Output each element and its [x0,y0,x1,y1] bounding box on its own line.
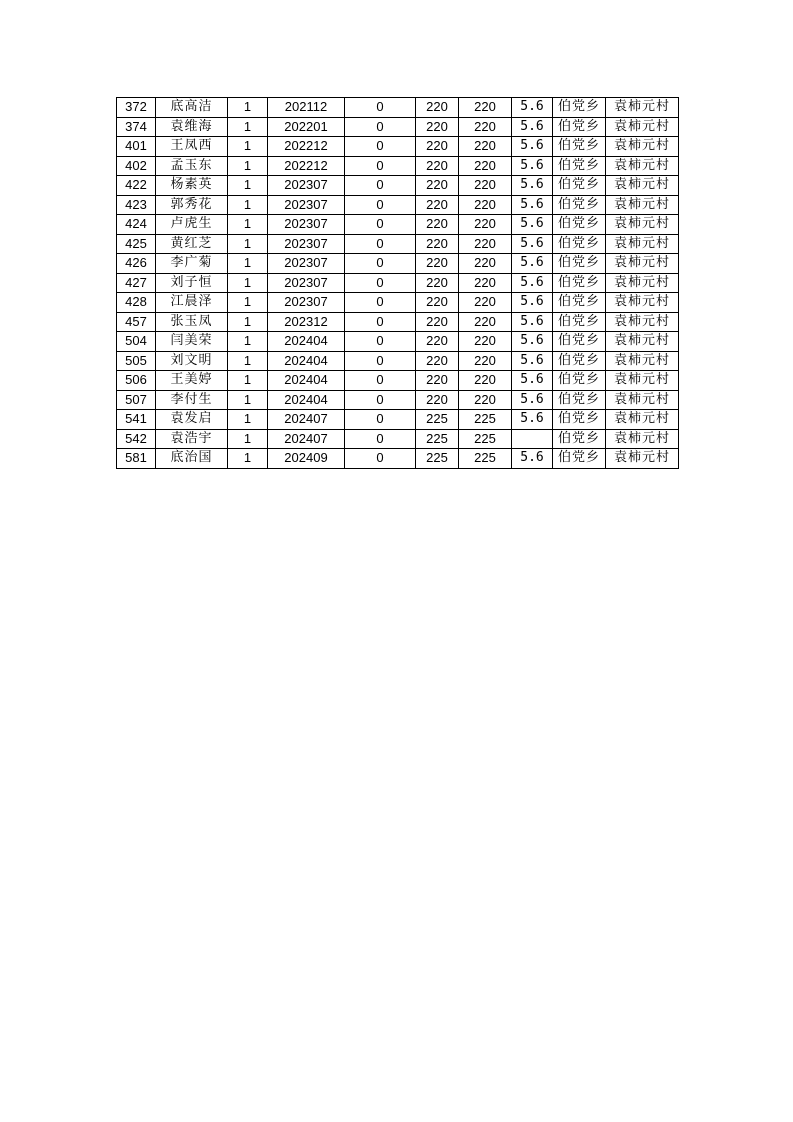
zero-value-cell: 0 [345,390,416,410]
village-cell: 袁柿元村 [606,351,679,371]
person-count-cell: 1 [228,429,268,449]
amount-cell: 220 [416,176,459,196]
person-count-cell: 1 [228,215,268,235]
amount-cell: 220 [416,351,459,371]
start-month-cell: 202307 [268,234,345,254]
amount-cell: 220 [416,117,459,137]
zero-value-cell: 0 [345,137,416,157]
person-count-cell: 1 [228,98,268,118]
name-cell: 王美婷 [156,371,228,391]
table-row [117,195,679,215]
start-month-cell: 202307 [268,293,345,313]
amount-cell: 225 [416,449,459,469]
zero-value-cell: 0 [345,293,416,313]
zero-value-cell: 0 [345,429,416,449]
rate-cell: 5.6 [512,234,553,254]
zero-value-cell: 0 [345,312,416,332]
rate-cell: 5.6 [512,195,553,215]
rate-cell: 5.6 [512,215,553,235]
record-id-cell: 424 [117,215,156,235]
start-month-cell: 202404 [268,390,345,410]
person-count-cell: 1 [228,332,268,352]
name-cell: 闫美荣 [156,332,228,352]
township-cell: 伯党乡 [553,137,606,157]
zero-value-cell: 0 [345,273,416,293]
start-month-cell: 202404 [268,371,345,391]
person-count-cell: 1 [228,371,268,391]
rate-cell: 5.6 [512,156,553,176]
person-count-cell: 1 [228,312,268,332]
village-cell: 袁柿元村 [606,332,679,352]
name-cell: 王凤西 [156,137,228,157]
person-count-cell: 1 [228,410,268,430]
person-count-cell: 1 [228,195,268,215]
zero-value-cell: 0 [345,449,416,469]
village-cell: 袁柿元村 [606,293,679,313]
name-cell: 袁发启 [156,410,228,430]
person-count-cell: 1 [228,254,268,274]
table-row [117,449,679,469]
amount-total-cell: 220 [459,273,512,293]
rate-cell: 5.6 [512,254,553,274]
amount-cell: 225 [416,429,459,449]
start-month-cell: 202312 [268,312,345,332]
zero-value-cell: 0 [345,234,416,254]
record-id-cell: 581 [117,449,156,469]
table-row [117,137,679,157]
table-row [117,293,679,313]
name-cell: 杨素英 [156,176,228,196]
township-cell: 伯党乡 [553,332,606,352]
amount-total-cell: 220 [459,351,512,371]
name-cell: 江晨泽 [156,293,228,313]
township-cell: 伯党乡 [553,215,606,235]
amount-cell: 220 [416,332,459,352]
amount-cell: 220 [416,195,459,215]
rate-cell: 5.6 [512,312,553,332]
township-cell: 伯党乡 [553,351,606,371]
record-id-cell: 541 [117,410,156,430]
record-id-cell: 504 [117,332,156,352]
township-cell: 伯党乡 [553,176,606,196]
beneficiary-table [116,97,679,469]
record-id-cell: 402 [117,156,156,176]
record-id-cell: 506 [117,371,156,391]
start-month-cell: 202212 [268,137,345,157]
name-cell: 刘子恒 [156,273,228,293]
table-row [117,371,679,391]
start-month-cell: 202404 [268,351,345,371]
amount-total-cell: 220 [459,254,512,274]
rate-cell: 5.6 [512,371,553,391]
name-cell: 李付生 [156,390,228,410]
name-cell: 袁浩宇 [156,429,228,449]
person-count-cell: 1 [228,234,268,254]
township-cell: 伯党乡 [553,156,606,176]
zero-value-cell: 0 [345,332,416,352]
table-body [117,98,679,469]
amount-cell: 220 [416,293,459,313]
amount-cell: 220 [416,254,459,274]
amount-cell: 220 [416,371,459,391]
amount-total-cell: 225 [459,410,512,430]
record-id-cell: 427 [117,273,156,293]
table-row [117,215,679,235]
township-cell: 伯党乡 [553,234,606,254]
person-count-cell: 1 [228,449,268,469]
person-count-cell: 1 [228,293,268,313]
table-row [117,351,679,371]
record-id-cell: 505 [117,351,156,371]
person-count-cell: 1 [228,156,268,176]
amount-cell: 225 [416,410,459,430]
zero-value-cell: 0 [345,371,416,391]
table-row [117,176,679,196]
name-cell: 袁维海 [156,117,228,137]
record-id-cell: 457 [117,312,156,332]
amount-cell: 220 [416,312,459,332]
start-month-cell: 202307 [268,195,345,215]
amount-total-cell: 220 [459,98,512,118]
record-id-cell: 425 [117,234,156,254]
start-month-cell: 202307 [268,254,345,274]
township-cell: 伯党乡 [553,273,606,293]
village-cell: 袁柿元村 [606,371,679,391]
village-cell: 袁柿元村 [606,254,679,274]
table-row [117,429,679,449]
start-month-cell: 202307 [268,176,345,196]
village-cell: 袁柿元村 [606,449,679,469]
zero-value-cell: 0 [345,254,416,274]
person-count-cell: 1 [228,117,268,137]
amount-total-cell: 220 [459,371,512,391]
amount-total-cell: 220 [459,137,512,157]
name-cell: 黄红芝 [156,234,228,254]
person-count-cell: 1 [228,351,268,371]
record-id-cell: 422 [117,176,156,196]
name-cell: 孟玉东 [156,156,228,176]
start-month-cell: 202112 [268,98,345,118]
township-cell: 伯党乡 [553,449,606,469]
start-month-cell: 202307 [268,215,345,235]
zero-value-cell: 0 [345,98,416,118]
person-count-cell: 1 [228,137,268,157]
start-month-cell: 202307 [268,273,345,293]
table-row [117,234,679,254]
township-cell: 伯党乡 [553,195,606,215]
name-cell: 刘文明 [156,351,228,371]
start-month-cell: 202212 [268,156,345,176]
name-cell: 底治国 [156,449,228,469]
village-cell: 袁柿元村 [606,312,679,332]
person-count-cell: 1 [228,176,268,196]
amount-total-cell: 225 [459,429,512,449]
amount-total-cell: 220 [459,176,512,196]
amount-total-cell: 220 [459,332,512,352]
amount-total-cell: 220 [459,293,512,313]
rate-cell: 5.6 [512,176,553,196]
township-cell: 伯党乡 [553,371,606,391]
village-cell: 袁柿元村 [606,137,679,157]
amount-cell: 220 [416,234,459,254]
amount-total-cell: 220 [459,312,512,332]
zero-value-cell: 0 [345,410,416,430]
person-count-cell: 1 [228,390,268,410]
amount-total-cell: 220 [459,215,512,235]
zero-value-cell: 0 [345,117,416,137]
name-cell: 郭秀花 [156,195,228,215]
table-row [117,117,679,137]
rate-cell: 5.6 [512,273,553,293]
village-cell: 袁柿元村 [606,410,679,430]
amount-total-cell: 225 [459,449,512,469]
township-cell: 伯党乡 [553,293,606,313]
township-cell: 伯党乡 [553,312,606,332]
table-row [117,312,679,332]
table-row [117,390,679,410]
rate-cell: 5.6 [512,332,553,352]
start-month-cell: 202407 [268,429,345,449]
village-cell: 袁柿元村 [606,195,679,215]
zero-value-cell: 0 [345,176,416,196]
rate-cell [512,429,553,449]
record-id-cell: 426 [117,254,156,274]
village-cell: 袁柿元村 [606,156,679,176]
village-cell: 袁柿元村 [606,273,679,293]
record-id-cell: 507 [117,390,156,410]
rate-cell: 5.6 [512,449,553,469]
name-cell: 李广菊 [156,254,228,274]
amount-cell: 220 [416,215,459,235]
start-month-cell: 202407 [268,410,345,430]
zero-value-cell: 0 [345,215,416,235]
zero-value-cell: 0 [345,195,416,215]
amount-cell: 220 [416,156,459,176]
rate-cell: 5.6 [512,410,553,430]
rate-cell: 5.6 [512,351,553,371]
table-row [117,410,679,430]
start-month-cell: 202409 [268,449,345,469]
amount-total-cell: 220 [459,117,512,137]
village-cell: 袁柿元村 [606,215,679,235]
table-row [117,254,679,274]
record-id-cell: 374 [117,117,156,137]
village-cell: 袁柿元村 [606,234,679,254]
village-cell: 袁柿元村 [606,117,679,137]
table-row [117,156,679,176]
record-id-cell: 423 [117,195,156,215]
record-id-cell: 372 [117,98,156,118]
table-row [117,273,679,293]
amount-total-cell: 220 [459,156,512,176]
record-id-cell: 401 [117,137,156,157]
person-count-cell: 1 [228,273,268,293]
rate-cell: 5.6 [512,98,553,118]
name-cell: 卢虎生 [156,215,228,235]
rate-cell: 5.6 [512,293,553,313]
township-cell: 伯党乡 [553,429,606,449]
amount-cell: 220 [416,98,459,118]
amount-total-cell: 220 [459,234,512,254]
start-month-cell: 202201 [268,117,345,137]
township-cell: 伯党乡 [553,98,606,118]
table-row [117,98,679,118]
township-cell: 伯党乡 [553,117,606,137]
township-cell: 伯党乡 [553,254,606,274]
start-month-cell: 202404 [268,332,345,352]
rate-cell: 5.6 [512,390,553,410]
zero-value-cell: 0 [345,351,416,371]
village-cell: 袁柿元村 [606,429,679,449]
amount-cell: 220 [416,273,459,293]
township-cell: 伯党乡 [553,410,606,430]
village-cell: 袁柿元村 [606,176,679,196]
rate-cell: 5.6 [512,117,553,137]
village-cell: 袁柿元村 [606,98,679,118]
table-row [117,332,679,352]
amount-total-cell: 220 [459,195,512,215]
name-cell: 底高洁 [156,98,228,118]
amount-total-cell: 220 [459,390,512,410]
amount-cell: 220 [416,137,459,157]
name-cell: 张玉凤 [156,312,228,332]
zero-value-cell: 0 [345,156,416,176]
record-id-cell: 542 [117,429,156,449]
record-id-cell: 428 [117,293,156,313]
township-cell: 伯党乡 [553,390,606,410]
amount-cell: 220 [416,390,459,410]
village-cell: 袁柿元村 [606,390,679,410]
rate-cell: 5.6 [512,137,553,157]
